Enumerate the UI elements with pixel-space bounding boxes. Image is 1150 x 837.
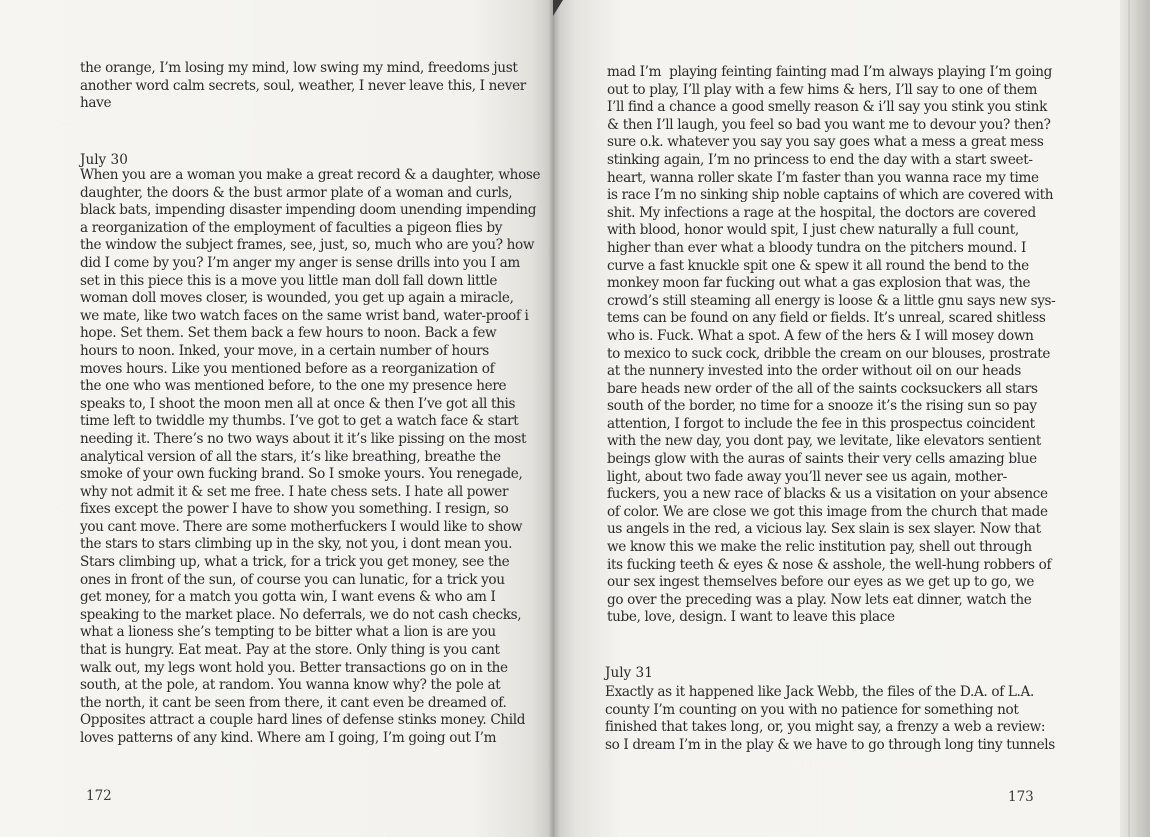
right-entry-line: bare heads new order of the all of the saints cocksuckers all stars	[607, 380, 1038, 397]
right-entry-line: I’ll find a chance a good smelly reason & i’ll say you stink you stink	[607, 99, 1047, 116]
right-entry-line: tems can be found on any field or fields. It’s unreal, scared shitless	[607, 310, 1046, 327]
left-entry-line: set in this piece this is a move you little man doll fall down little	[80, 272, 498, 289]
right-page-number: 173	[1008, 789, 1034, 805]
left-entry-line: south, at the pole, at random. You wanna know why? the pole at	[80, 677, 501, 694]
left-entry-line: Stars climbing up, what a trick, for a trick you get money, see the	[80, 554, 510, 571]
right-entry-line: heart, wanna roller skate I’m faster than you wanna race my time	[607, 169, 1039, 186]
right-entry-line: of color. We are close we got this image from the church that made	[607, 503, 1048, 520]
left-entry-line: the window the subject frames, see, just, so, much who are you? how	[80, 237, 535, 254]
right-entry-line: shit. My infections a rage at the hospital, the doctors are covered	[607, 204, 1036, 221]
left-entry-line: moves hours. Like you mentioned before as a reorganization of	[80, 360, 495, 377]
right-entry-line: to mexico to suck cock, dribble the cream on our blouses, prostrate	[607, 345, 1051, 362]
left-page-number: 172	[86, 788, 112, 804]
left-entry-line: the one who was mentioned before, to the one my presence here	[80, 378, 507, 395]
left-entry-line: a reorganization of the employment of faculties a pigeon flies by	[80, 219, 503, 236]
left-entry-line: needing it. There’s no two ways about it it’s like pissing on the most	[80, 430, 527, 447]
left-entry-line: ones in front of the sun, of course you can lunatic, for a trick you	[80, 571, 505, 588]
right-entry-line: us angels in the red, a vicious lay. Sex slain is sex slayer. Now that	[607, 521, 1041, 538]
left-entry-line: speaking to the market place. No deferrals, we do not cash checks,	[80, 606, 522, 623]
right-entry-line: stinking again, I’m no princess to end the day with a start sweet-	[607, 151, 1033, 168]
left-entry-line: loves patterns of any kind. Where am I going, I’m going out I’m	[80, 730, 497, 746]
right-second-entry-line: so I dream I’m in the play & we have to go through long tiny tunnels	[605, 736, 1055, 753]
left-entry-line: hours to noon. Inked, your move, in a certain number of hours	[80, 342, 489, 359]
left-entry-line: fixes except the power I have to show you something. I resign, so	[80, 501, 509, 518]
left-entry-line: Opposites attract a couple hard lines of defense stinks money. Child	[80, 712, 526, 729]
left-entry-line: we mate, like two watch faces on the same wrist band, water-proof i	[80, 307, 529, 324]
right-entry-line: curve a fast knuckle spit one & spew it all round the bend to the	[607, 257, 1029, 274]
left-entry-line: you cant move. There are some motherfuckers I would like to show	[80, 518, 523, 535]
right-entry-line: is race I’m no sinking ship noble captains of which are covered with	[607, 187, 1054, 204]
left-entry-line: walk out, my legs wont hold you. Better transactions go on in the	[80, 659, 508, 676]
right-entry-line: our sex ingest themselves before our eyes as we get up to go, we	[607, 574, 1035, 591]
left-entry-line: did I come by you? I’m anger my anger is sense drills into you I am	[80, 254, 520, 271]
right-entry-line: monkey moon far fucking out what a gas explosion that was, the	[607, 275, 1031, 292]
left-entry-line: that is hungry. Eat meat. Pay at the store. Only thing is you cant	[80, 642, 500, 659]
right-entry-line: beings glow with the auras of saints their very cells amazing blue	[607, 451, 1037, 468]
left-page	[0, 0, 553, 837]
left-entry-line: get money, for a match you gotta win, I want evens & who am I	[80, 589, 496, 606]
left-intro-line: the orange, I’m losing my mind, low swing my mind, freedoms just	[80, 60, 518, 76]
right-entry-line: tube, love, design. I want to leave this place	[607, 609, 895, 626]
right-entry-line: who is. Fuck. What a spot. A few of the hers & I will mosey down	[607, 327, 1034, 344]
right-entry-line: with blood, honor would spit, I just chew naturally a full count,	[607, 222, 1019, 239]
right-entry-line: its fucking teeth & eyes & nose & asshole, the well-hung robbers of	[607, 556, 1052, 573]
right-entry-line: we know this we make the relic institution pay, shell out through	[607, 539, 1032, 556]
left-entry-line: smoke of your own fucking brand. So I smoke yours. You renegade,	[80, 466, 523, 483]
right-entry-paragraph	[607, 64, 1055, 627]
left-intro-paragraph	[80, 60, 526, 113]
right-entry-line: mad I’m playing feinting fainting mad I’m always playing I’m going	[607, 64, 1052, 80]
right-second-entry-line: Exactly as it happened like Jack Webb, the files of the D.A. of L.A.	[605, 684, 1034, 700]
left-intro-line: have	[80, 95, 112, 112]
left-entry-line: why not admit it & set me free. I hate chess sets. I hate all power	[80, 483, 509, 500]
right-entry-line: south of the border, no time for a snooze it’s the rising sun so pay	[607, 398, 1037, 415]
left-entry-line: what a lioness she’s tempting to be bitter what a lion is are you	[80, 624, 496, 641]
right-entry-line: attention, I forgot to include the fee in this prospectus coincident	[607, 415, 1035, 432]
left-entry-line: black bats, impending disaster impending doom unending impending	[80, 202, 537, 219]
left-intro-line: another word calm secrets, soul, weather, I never leave this, I never	[80, 77, 526, 94]
right-second-entry-paragraph	[605, 684, 1055, 754]
left-entry-line: time left to twiddle my thumbs. I’ve got to get a watch face & start	[80, 413, 519, 430]
page-edge-line	[1128, 0, 1130, 837]
left-entry-line: analytical version of all the stars, it’s like breathing, breathe the	[80, 448, 501, 465]
left-entry-line: the north, it cant be seen from there, it cant even be dreamed of.	[80, 694, 507, 711]
right-entry-line: light, about two fade away you’ll never see us again, mother-	[607, 468, 1007, 485]
book-gutter-shadow	[548, 0, 560, 837]
gutter-notch	[553, 0, 563, 16]
left-entry-line: When you are a woman you make a great record & a daughter, whose	[80, 167, 541, 183]
right-entry-line: with the new day, you dont pay, we levitate, like elevators sentient	[607, 433, 1042, 450]
right-entry-date: July 31	[605, 665, 653, 681]
right-entry-line: at the nunnery invested into the order without oil on our heads	[607, 363, 1021, 380]
right-entry-line: sure o.k. whatever you say you say goes what a mess a great mess	[607, 134, 1044, 151]
right-entry-line: higher than ever what a bloody tundra on the pitchers mound. I	[607, 239, 1026, 256]
right-entry-line: out to play, I’ll play with a few hims & hers, I’ll say to one of them	[607, 81, 1038, 98]
left-entry-paragraph	[80, 167, 540, 748]
right-entry-line: crowd’s still steaming all energy is loose & a little gnu says new sys-	[607, 292, 1056, 309]
left-entry-line: speaks to, I shoot the moon men all at once & then I’ve got all this	[80, 395, 516, 412]
page-edge-stack	[1120, 0, 1150, 837]
right-entry-line: go over the preceding was a play. Now lets eat dinner, watch the	[607, 591, 1032, 608]
right-entry-line: fuckers, you a new race of blacks & us a visitation on your absence	[607, 486, 1048, 503]
left-entry-line: woman doll moves closer, is wounded, you get up again a miracle,	[80, 290, 514, 307]
right-second-entry-line: county I’m counting on you with no patience for something not	[605, 701, 1019, 718]
right-page	[553, 0, 1120, 837]
left-entry-date: July 30	[80, 152, 128, 168]
right-second-entry-line: finished that takes long, or, you might say, a frenzy a web a review:	[605, 719, 1046, 736]
right-entry-line: & then I’ll laugh, you feel so bad you want me to devour you? then?	[607, 116, 1051, 133]
left-entry-line: daughter, the doors & the bust armor plate of a woman and curls,	[80, 184, 513, 201]
left-entry-line: the stars to stars climbing up in the sky, not you, i dont mean you.	[80, 536, 513, 553]
left-entry-line: hope. Set them. Set them back a few hours to noon. Back a few	[80, 325, 497, 342]
